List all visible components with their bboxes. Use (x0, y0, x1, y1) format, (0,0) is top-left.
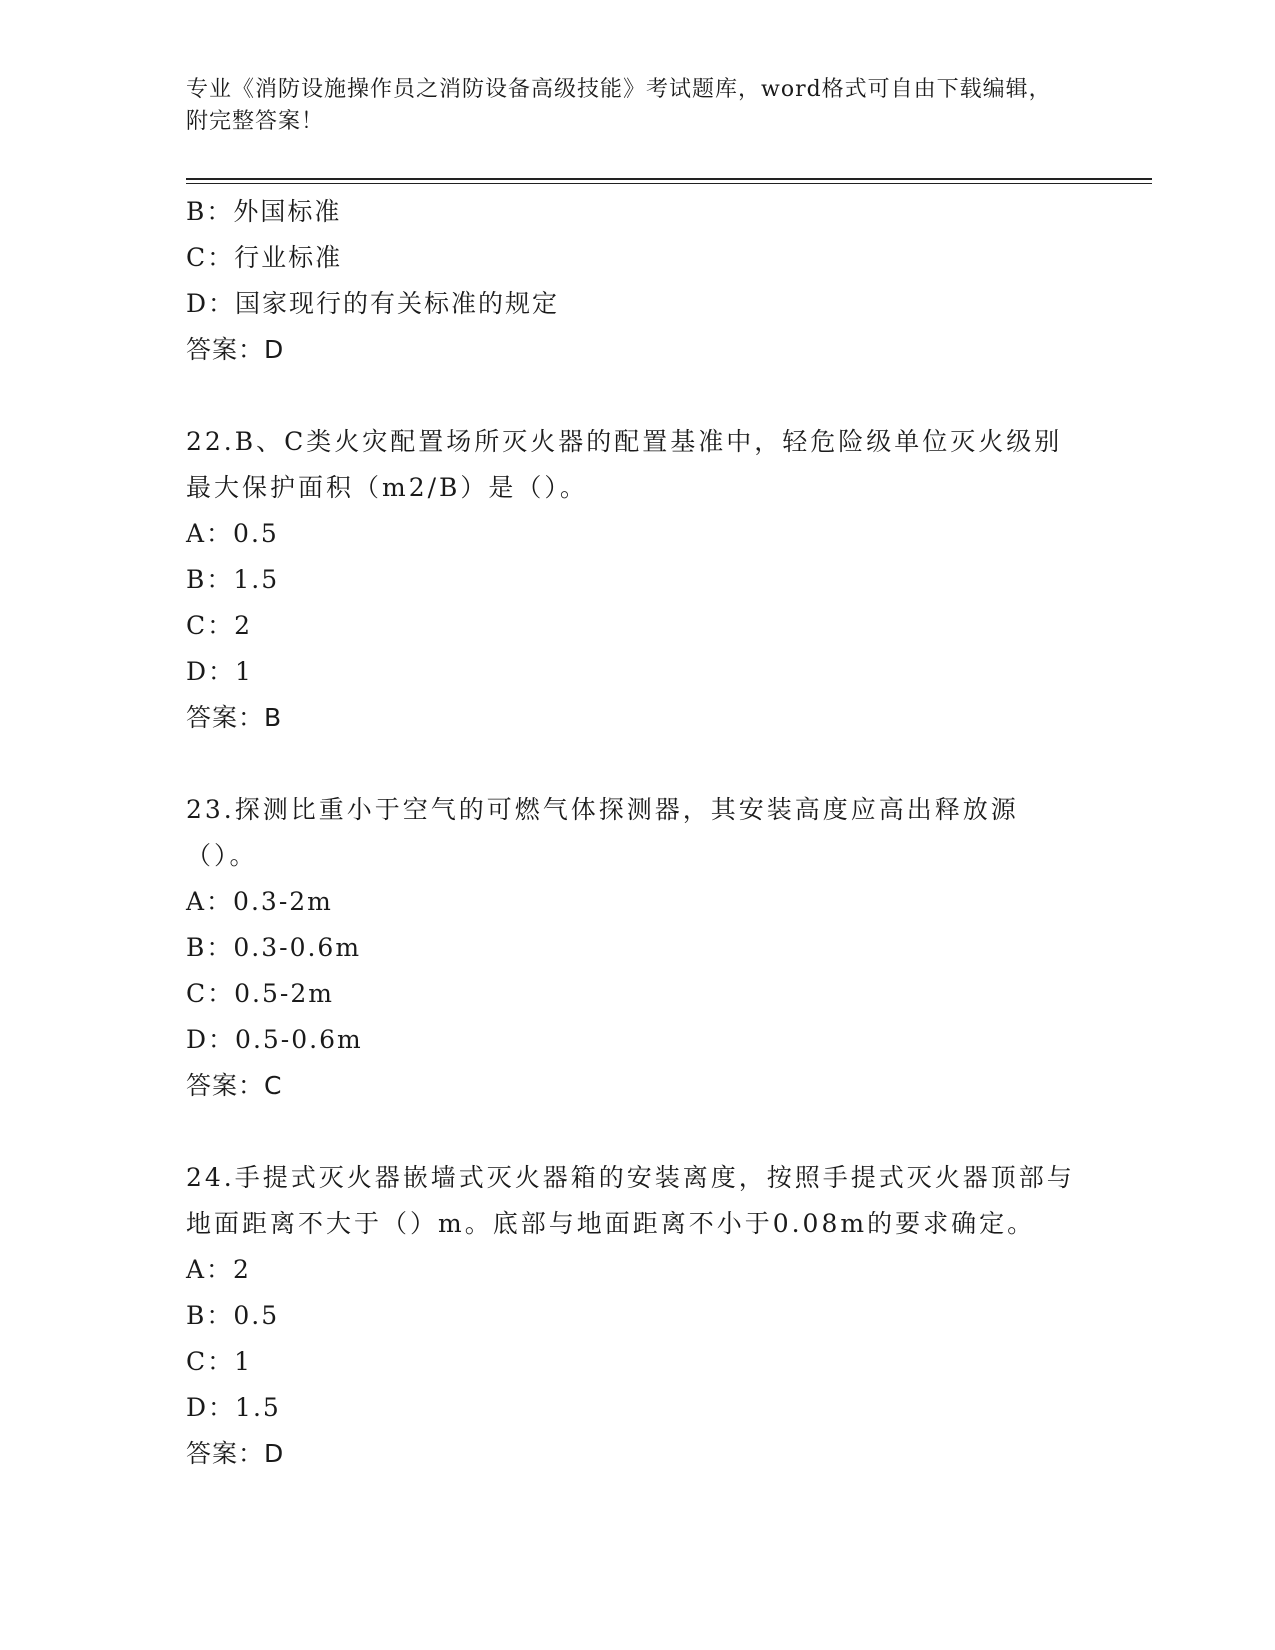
option-a: A：0.3-2m (186, 887, 333, 916)
question-text: 23.探测比重小于空气的可燃气体探测器，其安装高度应高出释放源（）。 (186, 795, 1019, 870)
header-divider (186, 178, 1152, 180)
option-d: D：0.5-0.6m (186, 1025, 363, 1054)
option-b: B：0.3-0.6m (186, 933, 362, 962)
question-list (186, 189, 1086, 1477)
header-divider-thin (186, 183, 1152, 184)
answer-line: 答案：D (186, 335, 285, 364)
option-b: B：0.5 (186, 1301, 280, 1330)
question-22 (186, 419, 1086, 741)
option-b: B：外国标准 (186, 197, 342, 226)
option-c: C：1 (186, 1347, 253, 1376)
option-c: C：2 (186, 611, 253, 640)
option-b: B：1.5 (186, 565, 280, 594)
option-d: D：1 (186, 657, 253, 686)
question-23 (186, 787, 1086, 1109)
option-c: C：行业标准 (186, 243, 343, 272)
question-text: 24.手提式灭火器嵌墙式灭火器箱的安装离度，按照手提式灭火器顶部与地面距离不大于（）m。底部与地面距离不小于0.08m的要求确定。 (186, 1163, 1075, 1238)
option-a: A：2 (186, 1255, 251, 1284)
answer-line: 答案：D (186, 1439, 285, 1468)
question-24 (186, 1155, 1086, 1477)
answer-line: 答案：C (186, 1071, 283, 1100)
option-a: A：0.5 (186, 519, 279, 548)
header-note: 专业《消防设施操作员之消防设备高级技能》考试题库，word格式可自由下载编辑，附完整答案！ (186, 77, 1052, 134)
option-d: D：1.5 (186, 1393, 281, 1422)
question-text: 22.B、C类火灾配置场所灭火器的配置基准中，轻危险级单位灭火级别最大保护面积（m2/B）是（）。 (186, 427, 1063, 502)
option-d: D：国家现行的有关标准的规定 (186, 289, 560, 318)
carryover-question (186, 189, 1086, 373)
answer-line: 答案：B (186, 703, 283, 732)
option-c: C：0.5-2m (186, 979, 334, 1008)
